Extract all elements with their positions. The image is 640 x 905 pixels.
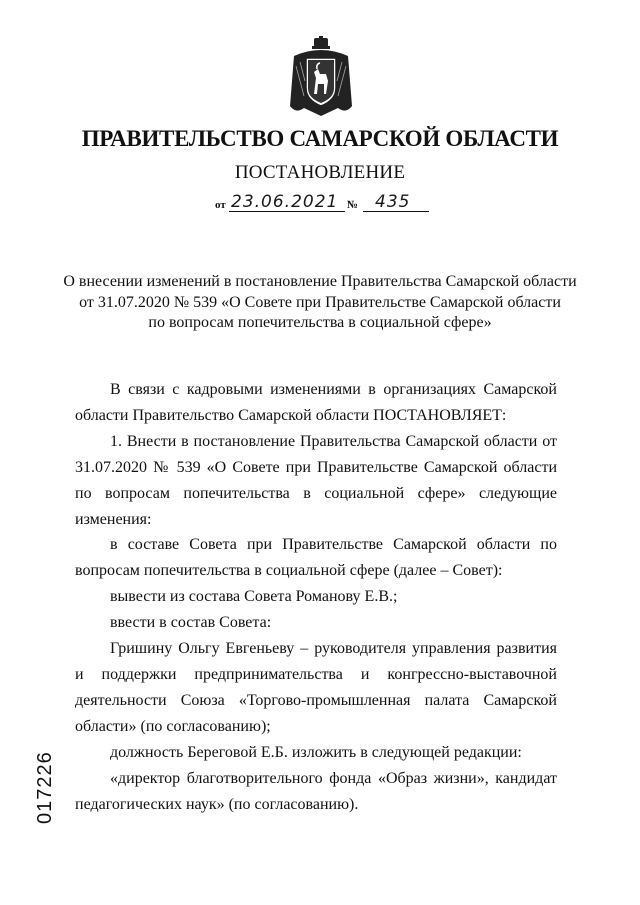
number-prefix-label: № xyxy=(347,199,359,211)
body-paragraph: должность Береговой Е.Б. изложить в следующей редакции: xyxy=(110,743,522,761)
subject-line: по вопросам попечительства в социальной сфере» xyxy=(148,314,492,331)
body-paragraph: вывести из состава Совета Романову Е.В.; xyxy=(110,588,398,606)
side-serial-number: 017226 xyxy=(34,751,56,824)
number-value: 435 xyxy=(375,192,411,212)
body-paragraph: Гришину Ольгу Евгеньеву – руководителя управления развития и поддержки предпринимательства и конгрессно-выставочной деятельности Союза «Торгово-промышленная палата Самарской области» (по согласованию); xyxy=(75,640,557,735)
date-prefix-label: от xyxy=(215,199,226,211)
body-paragraph: В связи с кадровыми изменениями в организациях Самарской области Правительство Самарской области ПОСТАНОВЛЯЕТ: xyxy=(75,381,557,424)
coat-of-arms-emblem xyxy=(286,36,356,120)
document-subject xyxy=(60,272,580,334)
document-body xyxy=(75,377,557,817)
government-title: ПРАВИТЕЛЬСТВО САМАРСКОЙ ОБЛАСТИ xyxy=(81,126,559,151)
body-paragraph: ввести в состав Совета: xyxy=(110,614,272,632)
date-value: 23.06.2021 xyxy=(231,192,339,212)
body-paragraph: «директор благотворительного фонда «Образ жизни», кандидат педагогических наук» (по согласованию). xyxy=(75,769,557,813)
subject-line: О внесении изменений в постановление Правительства Самарской области xyxy=(63,273,577,290)
decree-title: ПОСТАНОВЛЕНИЕ xyxy=(234,162,406,183)
subject-line: от 31.07.2020 № 539 «О Совете при Правительстве Самарской области xyxy=(79,293,561,311)
body-paragraph: в составе Совета при Правительстве Самарской области по вопросам попечительства в социальной сфере (далее – Совет): xyxy=(75,536,557,580)
date-number-line xyxy=(215,192,430,216)
body-paragraph: 1. Внести в постановление Правительства Самарской области от 31.07.2020 № 539 «О Совете при Правительстве Самарской области по вопросам попечительства в социальной сфере» следующие изменения: xyxy=(75,432,557,528)
